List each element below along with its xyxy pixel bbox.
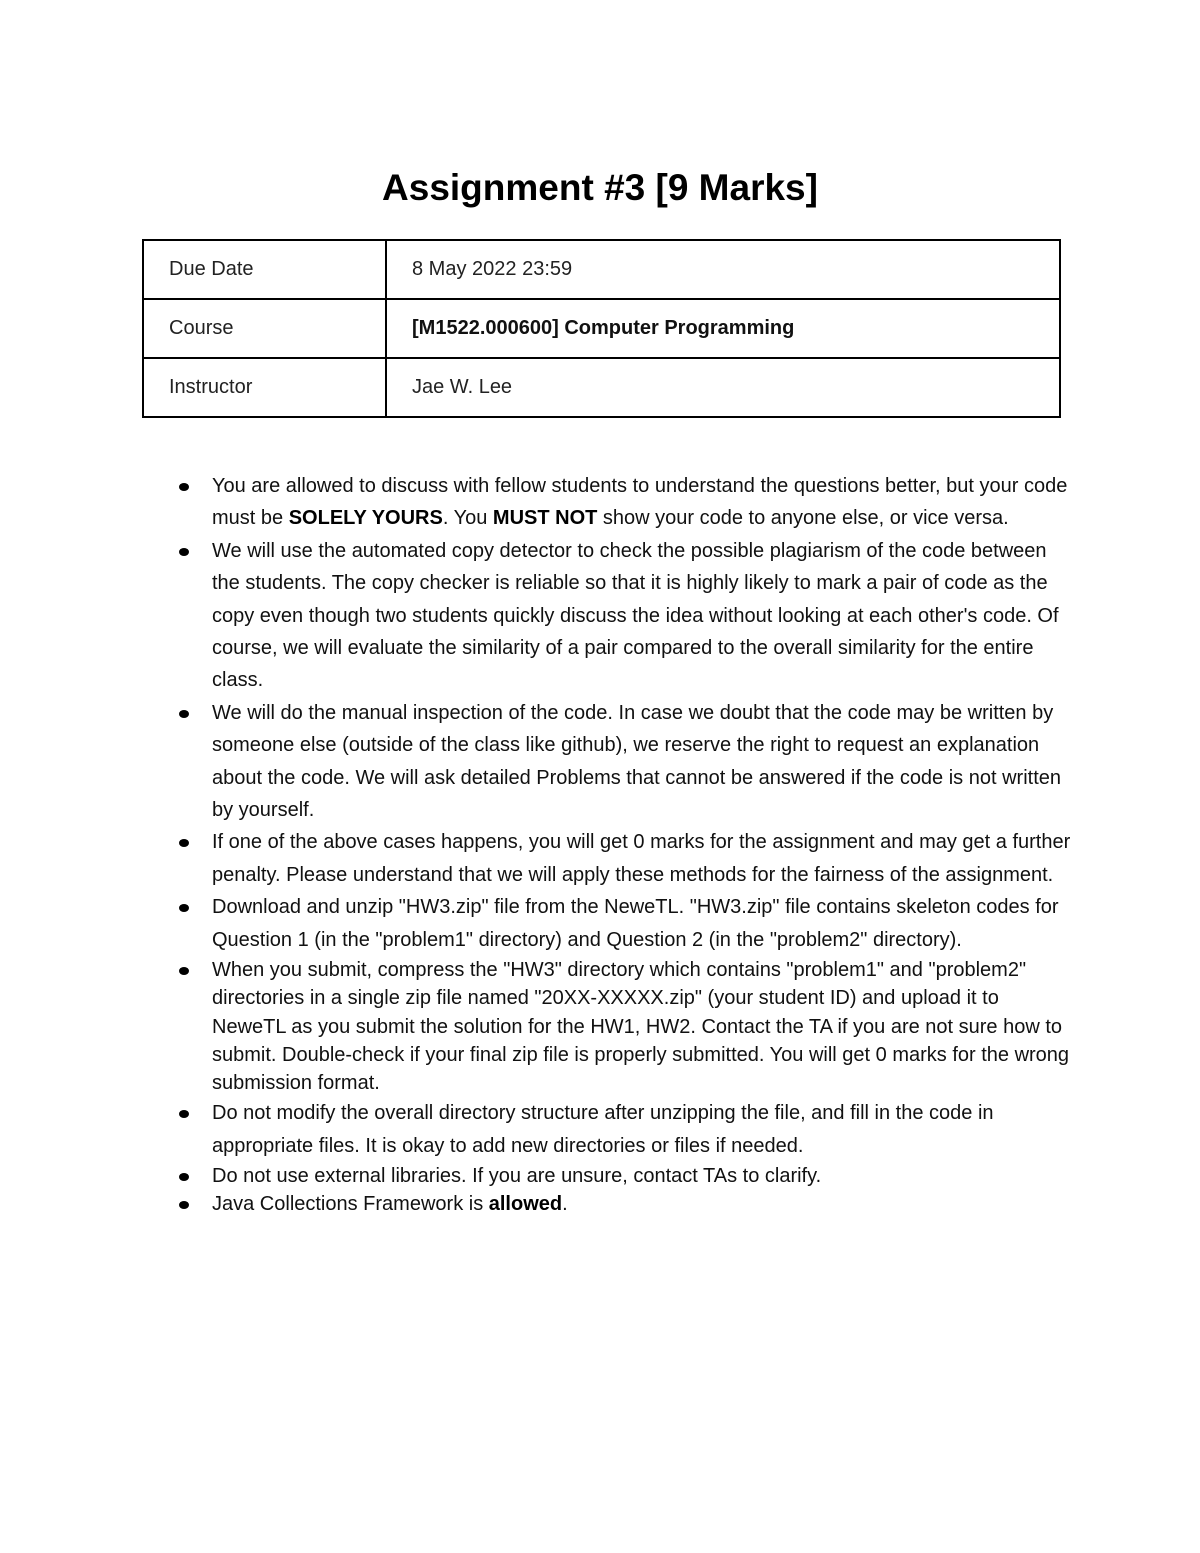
- rule-text: Download and unzip "HW3.zip" file from the NeweTL. "HW3.zip" file contains skeleton codes for Question 1 (in the "problem1" directory) and Question 2 (in the "problem2" directory).: [212, 896, 1059, 951]
- bullet-icon: [179, 1201, 189, 1209]
- bullet-icon: [179, 904, 189, 912]
- rule-text: Java Collections Framework is: [212, 1193, 489, 1216]
- rule-emphasis: allowed: [488, 1193, 563, 1216]
- bullet-icon: [179, 1110, 189, 1118]
- list-item: [212, 1190, 1072, 1218]
- instructor-value: Jae W. Lee: [386, 358, 1060, 417]
- table-row-course: [143, 299, 1060, 358]
- due-date-label: Due Date: [143, 240, 386, 299]
- bullet-icon: [179, 839, 189, 847]
- list-item: [212, 1097, 1072, 1162]
- bullet-icon: [179, 548, 189, 556]
- rule-text: If one of the above cases happens, you will get 0 marks for the assignment and may get a further penalty. Please understand that we will apply these methods for the fairness of the assignment.: [212, 831, 1071, 886]
- rule-text: We will do the manual inspection of the code. In case we doubt that the code may be written by someone else (outside of the class like github), we reserve the right to request an explanation about the code. We will ask detailed Problems that cannot be answered if the code is not written by yourself.: [212, 701, 1062, 822]
- list-item: [212, 826, 1072, 891]
- rule-text: Do not modify the overall directory structure after unzipping the file, and fill in the code in appropriate files. It is okay to add new directories or files if needed.: [212, 1102, 994, 1157]
- list-item: [212, 535, 1072, 697]
- rule-text: When you submit, compress the "HW3" directory which contains "problem1" and "problem2" directories in a single zip file named "20XX-XXXXX.zip" (your student ID) and upload it to NeweTL as you submit the solution for the HW1, HW2. Contact the TA if you are not sure how to submit. Double-check if your final zip file is properly submitted. You will get 0 marks for the wrong submission format.: [212, 959, 1070, 1094]
- list-item: [212, 697, 1072, 827]
- bullet-icon: [179, 967, 189, 975]
- rule-text: You are allowed to discuss with fellow students to understand the questions better, but your code must be: [212, 475, 1068, 530]
- bullet-icon: [179, 483, 189, 491]
- rule-text: .: [562, 1193, 568, 1216]
- rule-text: show your code to anyone else, or vice versa.: [597, 507, 1009, 530]
- document-title: Assignment #3 [9 Marks]: [382, 167, 818, 208]
- bullet-icon: [179, 1173, 189, 1181]
- list-item: [212, 470, 1072, 535]
- bullet-icon: [179, 710, 189, 718]
- instructor-label: Instructor: [143, 358, 386, 417]
- assignment-info-table: [142, 239, 1061, 418]
- rule-emphasis: MUST NOT: [492, 507, 598, 530]
- list-item: [212, 1162, 1072, 1190]
- list-item: [212, 891, 1072, 956]
- course-label: Course: [143, 299, 386, 358]
- course-value: [M1522.000600] Computer Programming: [386, 299, 1060, 358]
- table-row-due-date: [143, 240, 1060, 299]
- rule-text: . You: [442, 507, 493, 530]
- due-date-value: 8 May 2022 23:59: [386, 240, 1060, 299]
- rule-text: We will use the automated copy detector to check the possible plagiarism of the code between the students. The copy checker is reliable so that it is highly likely to mark a pair of code as the copy even though two students quickly discuss the idea without looking at each other's code. Of course, we will evaluate the similarity of a pair compared to the overall similarity for the entire class.: [212, 539, 1059, 692]
- rule-emphasis: SOLELY YOURS: [288, 507, 443, 530]
- rules-list: [212, 470, 1072, 1218]
- list-item: [212, 956, 1072, 1097]
- table-row-instructor: [143, 358, 1060, 417]
- rule-text: Do not use external libraries. If you are unsure, contact TAs to clarify.: [212, 1164, 822, 1187]
